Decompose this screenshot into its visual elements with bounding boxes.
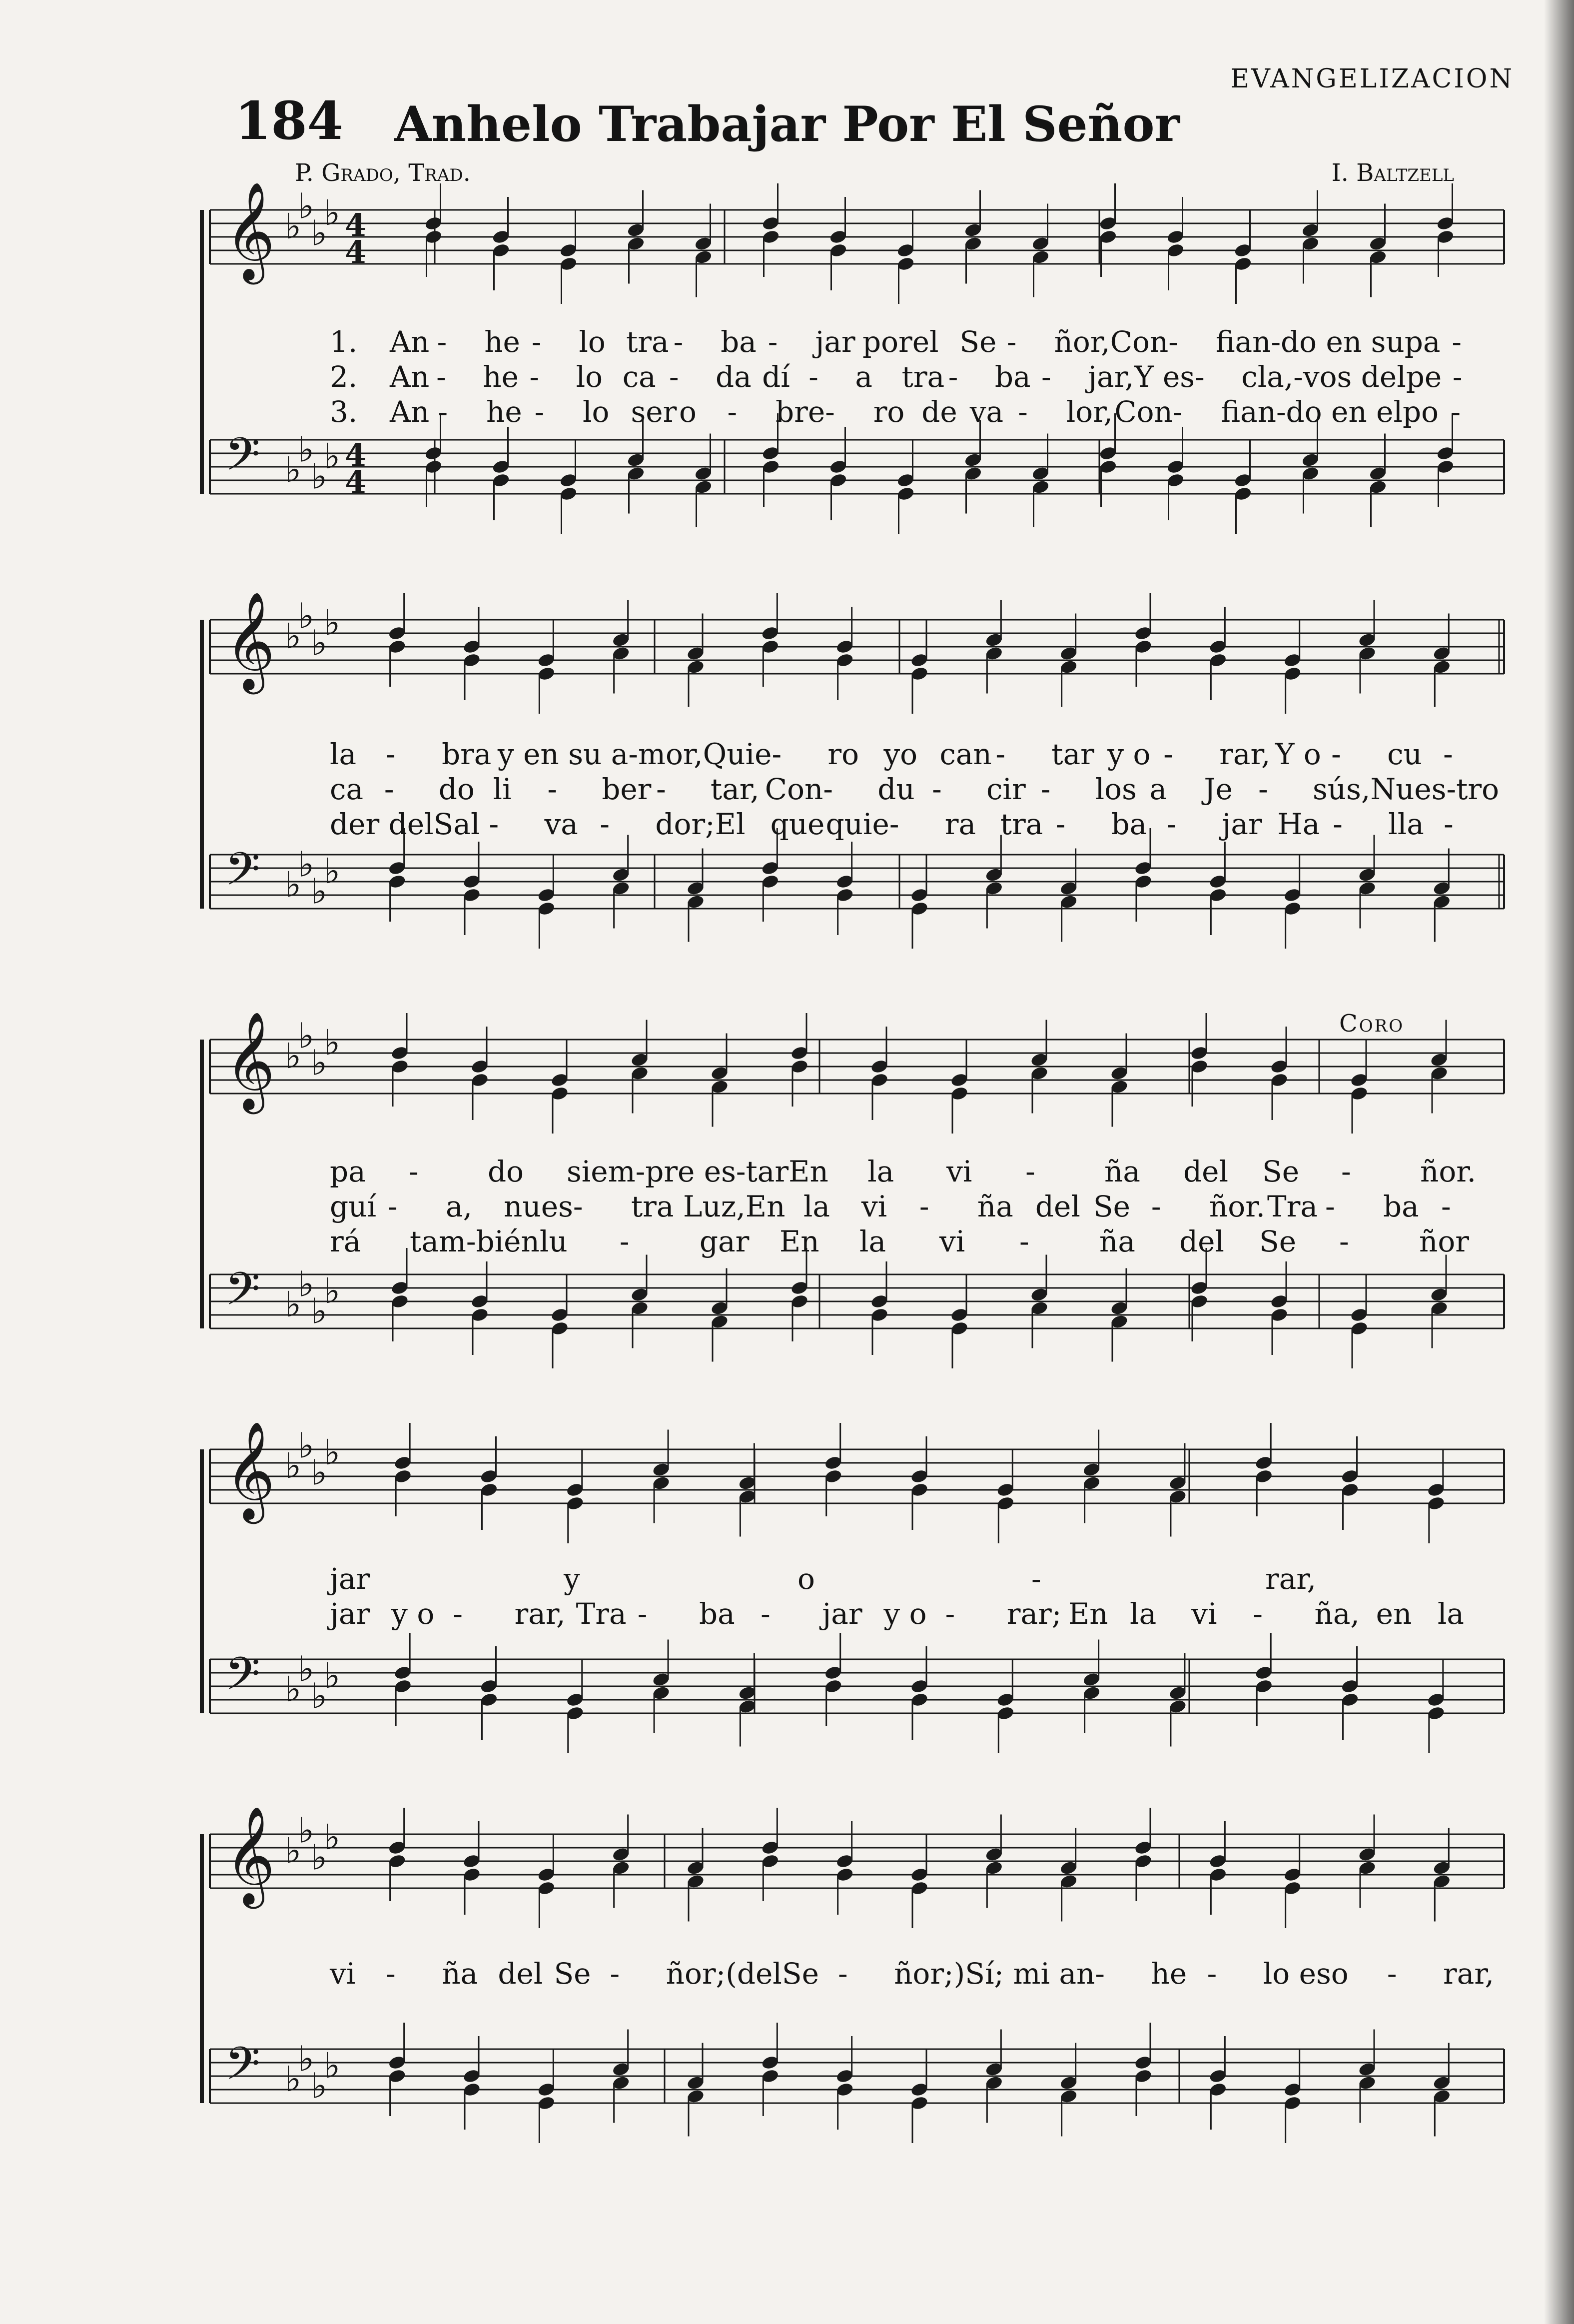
bass-clef-icon: 𝄢 (225, 843, 260, 907)
lyric-syllable: - (610, 1957, 620, 1991)
lyric-syllable: - (386, 1957, 396, 1991)
lyric-syllable: - (600, 807, 610, 841)
lyric-syllable: - (453, 1597, 463, 1631)
flat-icon: ♭ (311, 1290, 328, 1332)
lyric-syllable: - (619, 1224, 630, 1258)
lyric-syllable: - (1443, 737, 1453, 771)
lyric-syllable: la (1130, 1597, 1157, 1631)
treble-clef-icon: 𝄞 (225, 181, 275, 280)
lyric-syllable: ra (944, 807, 976, 841)
lyric-syllable: en (1376, 1597, 1412, 1631)
music-system-4 (210, 1421, 1514, 1789)
hymn-title: Anhelo Trabajar Por El Señor (394, 96, 1180, 152)
lyric-syllable: siem-pre es-tar (566, 1155, 789, 1188)
lyric-syllable: guí (330, 1189, 377, 1223)
lyric-syllable: - (945, 1597, 955, 1631)
music-system-5 (210, 1806, 1514, 2179)
lyric-syllable: gar (699, 1224, 750, 1258)
flat-icon: ♭ (285, 206, 302, 247)
lyric-syllable: En (788, 1155, 828, 1188)
lyric-syllable: 2. (330, 360, 358, 394)
lyric-syllable: - (388, 1189, 398, 1223)
lyric-syllable: An (390, 325, 430, 359)
lyric-syllable: ñor; (666, 1957, 726, 1991)
lyric-syllable: tra (1000, 807, 1043, 841)
lyric-syllable: ña (442, 1957, 478, 1991)
lyric-syllable: ro (827, 737, 859, 771)
lyric-syllable: lo (579, 325, 606, 359)
flat-icon: ♭ (298, 844, 315, 885)
lyric-syllable: - (1441, 1189, 1451, 1223)
lyric-syllable: Con (1114, 395, 1173, 429)
hymn-number: 184 (235, 90, 344, 151)
lyric-syllable: ñor, (1054, 325, 1110, 359)
flat-icon: ♭ (311, 871, 328, 912)
lyric-syllable: Sí; mi an (965, 1957, 1095, 1991)
lyric-syllable: lla (1388, 807, 1424, 841)
lyric-syllable: ser (631, 395, 677, 429)
lyric-syllable: o (1331, 1957, 1349, 1991)
lyric-syllable: ña (1104, 1155, 1140, 1188)
lyric-syllable: - (1451, 395, 1461, 429)
flat-icon: ♭ (324, 2045, 341, 2086)
lyric-syllable: cla,- (1241, 360, 1303, 394)
lyric-syllable: - (437, 325, 447, 359)
lyric-syllable: tra (901, 360, 945, 394)
bass-clef-icon: 𝄢 (225, 1262, 260, 1326)
lyric-syllable: - (727, 395, 738, 429)
lyric-syllable: An (390, 360, 430, 394)
staff-graphics-5 (210, 1806, 1514, 2179)
lyric-syllable: En (745, 1189, 786, 1223)
lyric-syllable: vi (946, 1155, 972, 1188)
lyric-line-1-2 (330, 360, 1499, 394)
lyric-syllable: jar (822, 1597, 862, 1631)
flat-icon: ♭ (285, 1830, 302, 1871)
coro-label: Coro (1339, 1010, 1405, 1038)
lyric-syllable: y en su a-mor, (497, 737, 703, 771)
lyric-syllable: la (1437, 1597, 1464, 1631)
lyric-syllable: - (531, 325, 542, 359)
lyric-syllable: Nues-tro (1370, 772, 1500, 806)
lyric-syllable: dí (762, 360, 790, 394)
lyric-syllable: - (825, 395, 835, 429)
flat-icon: ♭ (298, 429, 315, 470)
lyric-syllable: he (486, 395, 522, 429)
lyric-syllable: a (1149, 772, 1167, 806)
lyric-syllable: Con (1110, 325, 1169, 359)
lyric-syllable: - (1025, 1155, 1035, 1188)
flat-icon: ♭ (285, 449, 302, 490)
lyric-syllable: - (384, 772, 394, 806)
flat-icon: ♭ (324, 1432, 341, 1473)
lyric-syllable: tar (1051, 737, 1094, 771)
lyric-syllable: por (862, 325, 912, 359)
lyric-syllable: Con (765, 772, 823, 806)
lyric-line-4-2 (330, 1597, 1499, 1631)
lyric-syllable: - (408, 1155, 419, 1188)
bass-clef-icon: 𝄢 (225, 2037, 260, 2101)
music-system-1 (210, 181, 1514, 570)
lyric-syllable: En (779, 1224, 819, 1258)
lyric-syllable: rar, (1443, 1957, 1495, 1991)
lyric-syllable: - (919, 1189, 929, 1223)
flat-icon: ♭ (311, 1675, 328, 1717)
lyric-line-3-3 (330, 1224, 1499, 1258)
lyric-syllable: pa (1404, 325, 1441, 359)
lyric-syllable: Quie (703, 737, 772, 771)
lyric-syllable: - (1168, 325, 1178, 359)
flat-icon: ♭ (311, 456, 328, 497)
music-system-3 (210, 1010, 1514, 1399)
lyric-syllable: - (1331, 737, 1341, 771)
lyric-syllable: lo (583, 395, 610, 429)
lyric-syllable: rar, (1219, 737, 1271, 771)
lyric-syllable: - (673, 325, 684, 359)
lyric-syllable: del (1183, 1155, 1229, 1188)
lyric-syllable: - (637, 1597, 648, 1631)
lyric-syllable: - (948, 360, 958, 394)
lyric-syllable: - (1031, 1562, 1041, 1596)
lyric-syllable: lo (576, 360, 603, 394)
lyric-syllable: o (797, 1562, 815, 1596)
lyric-syllable: - (808, 360, 818, 394)
lyric-syllable: rar, (514, 1597, 566, 1631)
lyric-syllable: ba (721, 325, 757, 359)
lyric-syllable: du (877, 772, 915, 806)
lyric-syllable: va (969, 395, 1004, 429)
lyric-syllable: po (1403, 395, 1439, 429)
lyric-syllable: der del (330, 807, 434, 841)
flat-icon: ♭ (285, 616, 302, 657)
lyric-syllable: - (1207, 1957, 1217, 1991)
lyric-syllable: Je (1204, 772, 1233, 806)
lyric-line-1-1 (330, 325, 1499, 359)
lyric-line-2-1 (330, 737, 1499, 771)
lyric-syllable: fian-do en su (1215, 325, 1405, 359)
lyric-syllable: 3. (330, 395, 358, 429)
lyric-syllable: ba (1111, 807, 1147, 841)
lyric-syllable: a, (446, 1189, 473, 1223)
lyric-syllable: y o (883, 1597, 927, 1631)
flat-icon: ♭ (285, 2059, 302, 2100)
flat-icon: ♭ (324, 602, 341, 643)
lyric-syllable: - (534, 395, 545, 429)
lyric-syllable: y (564, 1562, 580, 1596)
lyric-syllable: ña (977, 1189, 1013, 1223)
lyric-syllable: jar (330, 1562, 370, 1596)
lyric-syllable: a (855, 360, 872, 394)
lyric-syllable: - (1151, 1189, 1161, 1223)
lyric-syllable: ca (622, 360, 656, 394)
lyric-syllable: can (939, 737, 992, 771)
lyric-syllable: dor; (655, 807, 715, 841)
lyric-syllable: da (715, 360, 752, 394)
lyric-syllable: rar; (1006, 1597, 1062, 1631)
lyric-line-3-2 (330, 1189, 1499, 1223)
lyric-syllable: - (1258, 772, 1268, 806)
lyric-syllable: - (1041, 360, 1051, 394)
lyric-syllable: - (1055, 807, 1066, 841)
lyric-syllable: jar, (1088, 360, 1134, 394)
flat-icon: ♭ (285, 1669, 302, 1710)
lyric-line-4-1 (330, 1562, 1499, 1596)
lyric-syllable: vi (1191, 1597, 1217, 1631)
flat-icon: ♭ (311, 2065, 328, 2107)
lyric-syllable: 1. (330, 325, 358, 359)
lyric-syllable: li (493, 772, 512, 806)
treble-clef-icon: 𝄞 (225, 591, 275, 690)
lyric-syllable: sús, (1313, 772, 1371, 806)
lyric-syllable: ca (330, 772, 364, 806)
lyric-syllable: - (1195, 360, 1205, 394)
lyric-syllable: el (912, 325, 939, 359)
lyric-syllable: - (1341, 1155, 1351, 1188)
flat-icon: ♭ (298, 1263, 315, 1305)
lyric-syllable: lu (539, 1224, 568, 1258)
lyric-syllable: cu (1387, 737, 1422, 771)
lyric-syllable: - (573, 1189, 583, 1223)
time-signature-bottom: 4 (345, 464, 367, 500)
lyric-syllable: Se (959, 325, 997, 359)
lyric-syllable: ro (873, 395, 905, 429)
lyric-syllable: pa (330, 1155, 366, 1188)
lyric-syllable: - (768, 325, 778, 359)
lyric-syllable: Se (554, 1957, 591, 1991)
lyric-syllable: Tra (576, 1597, 627, 1631)
lyric-syllable: - (669, 360, 679, 394)
bass-clef-icon: 𝄢 (225, 428, 260, 492)
lyric-syllable: Y es (1134, 360, 1195, 394)
lyric-syllable: tar, (710, 772, 760, 806)
lyric-syllable: yo (883, 737, 918, 771)
lyric-syllable: - (1018, 395, 1028, 429)
lyric-syllable: - (656, 772, 666, 806)
lyric-syllable: Ha (1277, 807, 1320, 841)
flat-icon: ♭ (311, 212, 328, 254)
lyric-syllable: jar (330, 1597, 370, 1631)
lyric-syllable: de (921, 395, 957, 429)
lyric-syllable: - (1333, 807, 1343, 841)
lyric-syllable: - (1325, 1189, 1335, 1223)
lyric-syllable: Se (1093, 1189, 1130, 1223)
section-label: EVANGELIZACION (1230, 64, 1514, 94)
lyric-syllable: - (1452, 360, 1463, 394)
lyric-syllable: - (761, 1597, 771, 1631)
lyric-syllable: Tra (1267, 1189, 1318, 1223)
lyric-syllable: - (438, 395, 448, 429)
lyric-syllable: ña (1099, 1224, 1135, 1258)
lyric-syllable: la (859, 1224, 886, 1258)
lyric-syllable: que (770, 807, 825, 841)
lyric-syllable: - (1172, 395, 1183, 429)
lyric-syllable: Se (1259, 1224, 1297, 1258)
lyric-syllable: - (436, 360, 446, 394)
lyric-syllable: del (1179, 1224, 1224, 1258)
lyric-syllable: do (438, 772, 475, 806)
lyric-syllable: vos del (1303, 360, 1406, 394)
lyric-syllable: - (1006, 325, 1017, 359)
flat-icon: ♭ (298, 595, 315, 637)
lyric-line-1-3 (330, 395, 1499, 429)
lyric-syllable: - (1452, 325, 1462, 359)
treble-clef-icon: 𝄞 (225, 1806, 275, 1905)
lyric-syllable: ñor (1419, 1224, 1470, 1258)
lyric-syllable: tam-bién (410, 1224, 540, 1258)
lyric-syllable: - (995, 737, 1005, 771)
flat-icon: ♭ (324, 1270, 341, 1311)
flat-icon: ♭ (285, 1284, 302, 1325)
lyric-syllable: o (679, 395, 697, 429)
lyric-syllable: tra Luz, (631, 1189, 746, 1223)
lyric-syllable: pe (1406, 360, 1442, 394)
lyric-syllable: la (867, 1155, 894, 1188)
lyric-syllable: jar (815, 325, 855, 359)
flat-icon: ♭ (285, 1445, 302, 1486)
lyric-syllable: nues (504, 1189, 573, 1223)
lyric-syllable: - (823, 772, 833, 806)
lyric-syllable: fian-do en el (1221, 395, 1403, 429)
flat-icon: ♭ (298, 1425, 315, 1466)
lyric-syllable: lo es (1263, 1957, 1331, 1991)
lyric-syllable: - (932, 772, 942, 806)
time-signature-top: 4 (345, 207, 367, 243)
lyric-syllable: va (544, 807, 578, 841)
flat-icon: ♭ (298, 2038, 315, 2080)
lyric-syllable: - (529, 360, 540, 394)
lyric-syllable: vi (330, 1957, 356, 1991)
lyric-syllable: ber (602, 772, 652, 806)
lyric-syllable: - (772, 737, 782, 771)
flat-icon: ♭ (298, 1015, 315, 1057)
lyric-syllable: (del (726, 1957, 782, 1991)
lyric-syllable: Y o (1275, 737, 1321, 771)
flat-icon: ♭ (324, 1817, 341, 1858)
lyric-syllable: bre (776, 395, 825, 429)
lyric-syllable: cir (986, 772, 1026, 806)
lyric-line-3-1 (330, 1155, 1499, 1188)
lyricist-credit: P. Grado, Trad. (295, 159, 471, 187)
lyric-syllable: jar (1222, 807, 1262, 841)
flat-icon: ♭ (298, 185, 315, 227)
lyric-syllable: los (1095, 772, 1137, 806)
lyric-line-2-3 (330, 807, 1499, 841)
time-signature-bottom: 4 (345, 234, 367, 270)
lyric-syllable: ñor;) (894, 1957, 965, 1991)
flat-icon: ♭ (311, 1042, 328, 1084)
flat-icon: ♭ (311, 622, 328, 664)
lyric-syllable: ña, (1314, 1597, 1360, 1631)
lyric-syllable: lor, (1066, 395, 1113, 429)
lyric-syllable: la (803, 1189, 830, 1223)
flat-icon: ♭ (324, 1655, 341, 1696)
lyric-syllable: - (1095, 1957, 1105, 1991)
bass-clef-icon: 𝄢 (225, 1647, 260, 1711)
lyric-syllable: - (1040, 772, 1051, 806)
lyric-syllable: vi (939, 1224, 965, 1258)
page-edge-shadow (1544, 0, 1574, 2324)
flat-icon: ♭ (324, 851, 341, 892)
lyric-syllable: - (1166, 807, 1177, 841)
lyric-syllable: Sal (433, 807, 480, 841)
lyric-syllable: - (1019, 1224, 1029, 1258)
lyric-syllable: he (484, 325, 520, 359)
lyric-syllable: vi (861, 1189, 887, 1223)
flat-icon: ♭ (324, 192, 341, 233)
lyric-syllable: he (483, 360, 519, 394)
lyric-line-5-1 (330, 1957, 1499, 1991)
lyric-syllable: - (1444, 807, 1454, 841)
lyric-syllable: An (390, 395, 430, 429)
lyric-syllable: ñor. (1209, 1189, 1265, 1223)
lyric-syllable: y o (1107, 737, 1151, 771)
lyric-syllable: - (385, 737, 396, 771)
lyric-syllable: do (487, 1155, 524, 1188)
lyric-syllable: la (330, 737, 357, 771)
flat-icon: ♭ (285, 864, 302, 905)
lyric-syllable: ba (1383, 1189, 1419, 1223)
lyric-syllable: ñor. (1420, 1155, 1477, 1188)
flat-icon: ♭ (298, 1648, 315, 1690)
lyric-syllable: del (1035, 1189, 1080, 1223)
lyric-syllable: - (889, 807, 899, 841)
lyric-syllable: ba (994, 360, 1031, 394)
lyric-syllable: Se (782, 1957, 819, 1991)
lyric-syllable: El (715, 807, 746, 841)
lyric-syllable: quie (825, 807, 889, 841)
music-system-2 (210, 591, 1514, 985)
lyric-syllable: bra (441, 737, 492, 771)
lyric-syllable: ba (699, 1597, 735, 1631)
flat-icon: ♭ (324, 1022, 341, 1063)
lyric-syllable: - (547, 772, 557, 806)
flat-icon: ♭ (311, 1837, 328, 1878)
lyric-syllable: - (489, 807, 499, 841)
flat-icon: ♭ (311, 1452, 328, 1493)
composer-credit: I. Baltzell (1331, 159, 1454, 187)
treble-clef-icon: 𝄞 (225, 1421, 275, 1520)
lyric-syllable: - (1387, 1957, 1397, 1991)
lyric-syllable: tra (626, 325, 669, 359)
lyric-syllable: - (1163, 737, 1173, 771)
time-signature-top: 4 (345, 437, 367, 473)
lyric-syllable: - (1253, 1597, 1263, 1631)
lyric-syllable: - (837, 1957, 848, 1991)
lyric-syllable: rar, (1265, 1562, 1317, 1596)
lyric-syllable: Se (1262, 1155, 1300, 1188)
lyric-syllable: y o (391, 1597, 435, 1631)
treble-clef-icon: 𝄞 (225, 1011, 275, 1110)
flat-icon: ♭ (285, 1036, 302, 1077)
lyric-syllable: - (1339, 1224, 1349, 1258)
lyric-line-2-2 (330, 772, 1499, 806)
lyric-syllable: he (1151, 1957, 1187, 1991)
lyric-syllable: rá (330, 1224, 361, 1258)
lyric-syllable: del (498, 1957, 543, 1991)
lyric-syllable: En (1068, 1597, 1108, 1631)
flat-icon: ♭ (298, 1810, 315, 1851)
flat-icon: ♭ (324, 436, 341, 477)
